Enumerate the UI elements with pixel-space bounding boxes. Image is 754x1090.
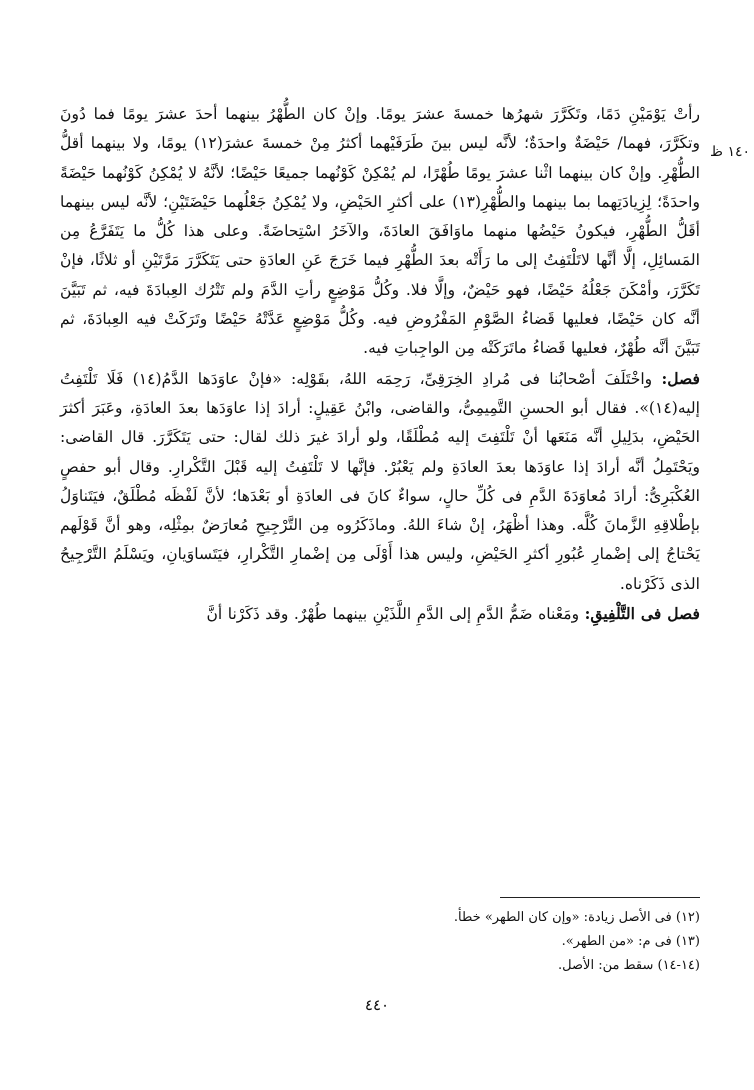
- section-paragraph-1: [60, 364, 700, 599]
- footnote: (١٤-١٤) سقط من: الأصل.: [558, 958, 700, 973]
- section-text: ومَعْناه ضَمُّ الدَّمِ إلى الدَّمِ اللَّذَيْنِ بينهما طُهْرٌ. وقد ذَكَرْنا أنَّ: [206, 605, 585, 624]
- main-text-block: [60, 100, 700, 629]
- section-heading: فصل:: [661, 368, 700, 388]
- page-number: ٤٤٠: [364, 996, 390, 1014]
- section-text: واخْتَلَفَ أصْحابُنا فى مُرادِ الخِرَقِىِّ، رَحِمَه اللهُ، بقَوْلِه: «فإنْ عاوَدَها الدَّمُ(١٤) فَلَا تَلْتَفِتُ إليه(١٤)». فقال أبو الحسنِ التَّمِيمِىُّ، والقاضى، وابْنُ عَقِيلٍ: أرادَ إذا عاوَدَها بعدَ العادَةِ، وعَبَرَ أكثرَ الحَيْضِ، بدَلِيلِ أنَّه مَنَعَها أنْ تَلْتَفِتَ إليه مُطْلَقًا، ولو أرادَ غيرَ ذلك لقال: حتى يَتَكَرَّرَ. قال القاضى: ويَحْتَمِلُ أنَّه أرادَ إذا عاوَدَها بعدَ العادَةِ ولم يَعْبُرْ. فإنَّها لا تَلْتَفِتُ إليه قَبْلَ التَّكْرارِ. وقال أبو حفصٍ العُكْبَرِىُّ: أرادَ مُعاوَدَةَ الدَّمِ فى كُلِّ حالٍ، سواءٌ كانَ فى العادَةِ أو بَعْدَها؛ لأنَّ لَفْظَه مُطْلَقٌ، فيَتَناوَلُ بإطْلاقِهِ الزَّمانَ كُلَّه. وهذا أظْهَرُ، إنْ شاءَ اللهُ. وماذَكَرُوه مِن التَّرْجِيحِ مُعارَضٌ بمِثْلِه، وهو أنَّ قَوْلَهم يَحْتاجُ إلى إضْمارِ عُبُورِ أكثرِ الحَيْضِ، وليس هذا أَوْلَى مِن إضْمارِ التَّكْرارِ، فيَتَساوَيانِ، ويَسْلَمُ التَّرْجِيحُ الذى ذَكَرْناه.: [60, 369, 700, 593]
- footnote-separator: [500, 897, 700, 898]
- body-paragraph: رأتْ يَوْمَيْنِ دَمًا، وتَكَرَّرَ شهرُها خمسةَ عشرَ يومًا. وإنْ كان الطُّهْرُ بينهما أحدَ عشرَ يومًا فما دُونَ وتكَرَّرَ، فهما/ حَيْضَةٌ واحدَةٌ؛ لأنَّه ليس بينَ طَرَفَيْهما أكثرُ مِنْ خمسةَ عشرَ(١٢) يومًا، ولا بينهما أقلُّ الطُّهْرِ. وإنْ كان بينهما اثْنا عشرَ يومًا طُهْرًا، لم يُمْكِنْ كَوْنُهما جميعًا حَيْضًا؛ لأنَّهُ لا يُمْكِنُ كَوْنُهما حَيْضَةً واحدَةً؛ لِزِيادَتِهما بما بينهما والطُّهْرِ(١٣) على أكثرِ الحَيْضِ، ولا يُمْكِنُ جَعْلُهما حَيْضَتَيْنِ؛ لأنَّه ليس بينهما أقَلُّ الطُّهْرِ، فيكونُ حَيْضُها منهما ماوَافَقَ العادَةَ، والآخَرُ اسْتِحاضَةً. وعلى هذا كُلُّ ما يَتَفَرَّعُ مِن المَسائِلِ، إلَّا أنَّها لاتَلْتَفِتُ إلى ما رَأَتْه بعدَ الطُّهْرِ فيما خَرَجَ عَنِ العادَةِ حتى يَتَكَرَّرَ مَرَّتَيْنِ أو ثلاثًا، فإنْ تَكَرَّرَ، وأمْكَنَ جَعْلُهُ حَيْضًا، فهو حَيْضٌ، وإلَّا فلا. وكُلُّ مَوْضِعٍ رأتِ الدَّمَ ولم تَتْرُك العِبادَةَ فيه، ثم تَبَيَّنَ أنَّه كان حَيْضًا، فعليها قَضاءُ الصَّوْمِ المَفْرُوضِ فيه. وكُلُّ مَوْضِعٍ عَدَّتْهُ حَيْضًا وتَرَكَتْ فيه العِبادَةَ، ثم تَبَيَّنَ أنَّه طُهْرٌ، فعليها قَضاءُ ماتَرَكَتْه مِن الواجِباتِ فيه.: [60, 105, 700, 358]
- section-heading: فصل فى التَّلْفِيقِ:: [584, 604, 700, 624]
- footnotes: [60, 906, 700, 978]
- section-paragraph-2: [60, 599, 700, 629]
- footnote: (١٣) فى م: «من الطهر».: [561, 934, 700, 949]
- manuscript-folio-marker: ١٤٠ ظ: [710, 144, 750, 160]
- footnote: (١٢) فى الأصل زيادة: «وإن كان الطهر» خطأ.: [453, 910, 700, 925]
